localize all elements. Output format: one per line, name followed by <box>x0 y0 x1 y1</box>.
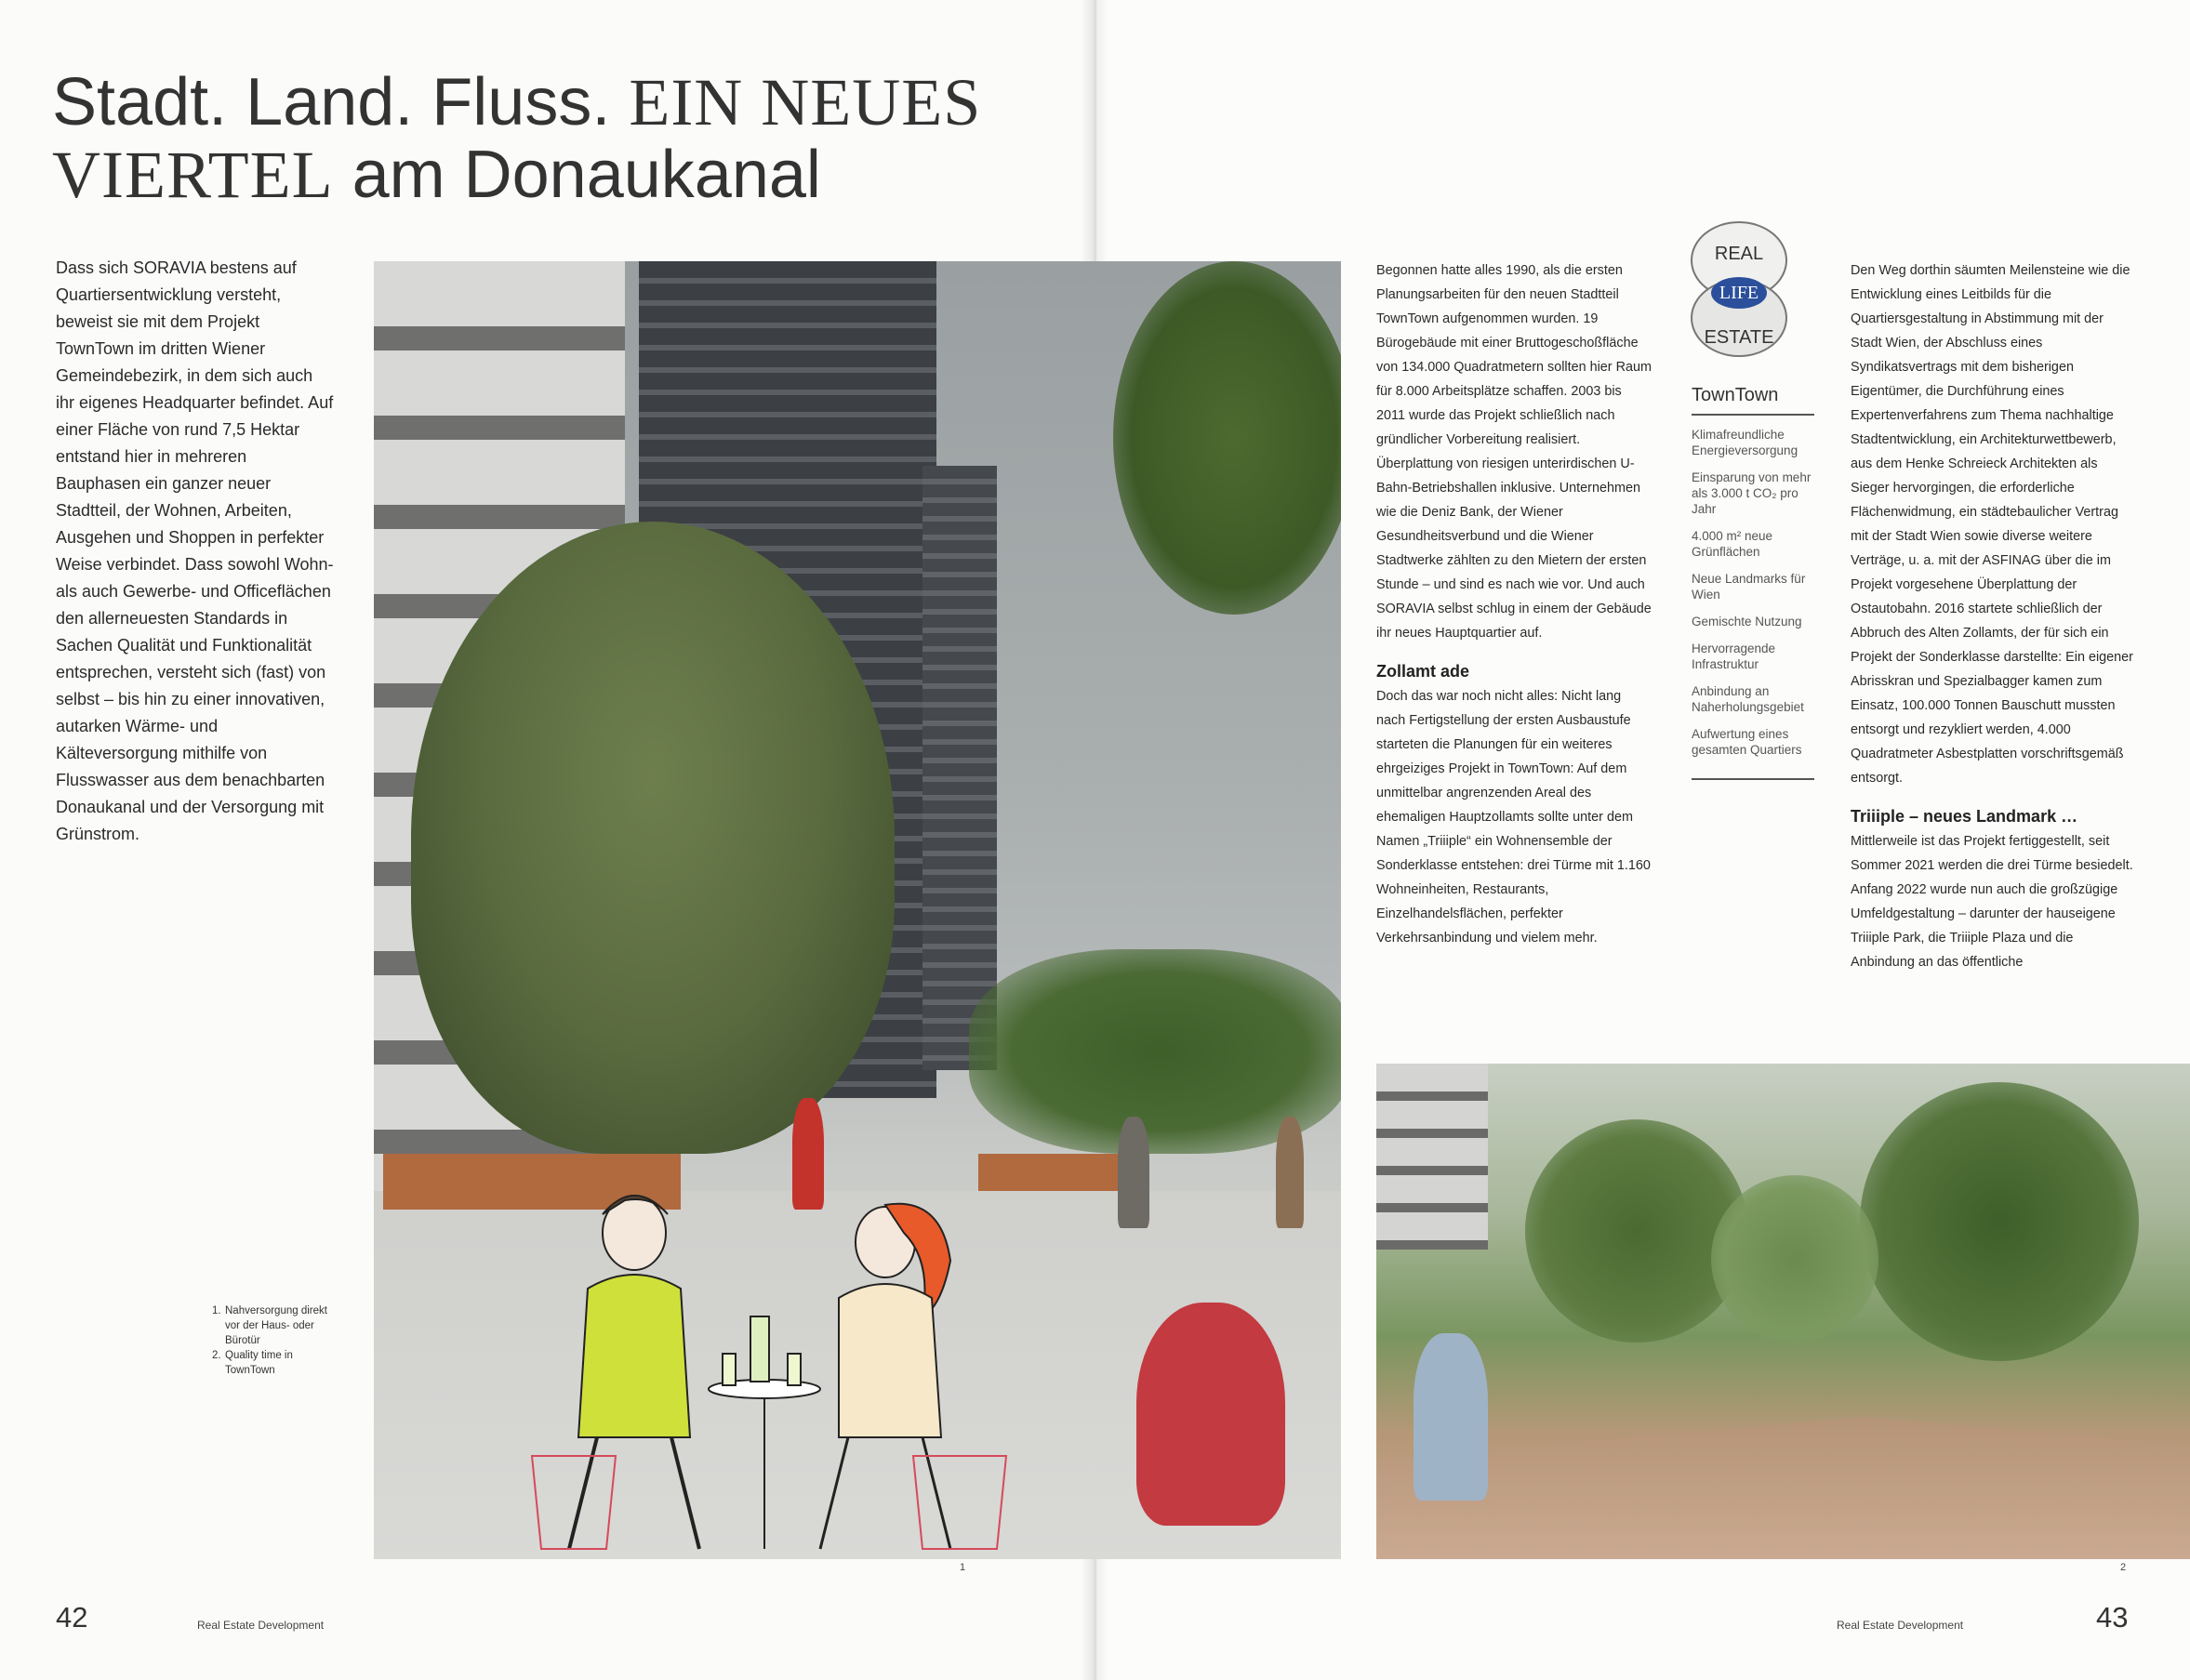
photo2-number: 2 <box>2120 1562 2127 1573</box>
fact-item: Einsparung von mehr als 3.000 t CO₂ pro Jahr <box>1692 470 1812 516</box>
photo-person <box>1118 1117 1149 1228</box>
photo-person <box>1276 1117 1304 1228</box>
photo-tree-right <box>1113 261 1341 615</box>
caption-item <box>212 1303 333 1348</box>
fact-item: Hervorragende Infrastruktur <box>1692 642 1776 671</box>
photo-tree <box>1711 1175 1878 1343</box>
fact-item: Anbindung an Naherholungsgebiet <box>1692 684 1804 714</box>
fact-item: Aufwertung eines gesamten Quartiers <box>1692 727 1802 757</box>
photo-tower-secondary <box>922 466 997 1070</box>
intro-paragraph: Dass sich SORAVIA bestens auf Quartiersentwicklung versteht, beweist sie mit dem Projekt TownTown im dritten Wiener Gemeindebezirk, in dem sich auch ihr eigenes Headquarter befindet. Auf einer Fläche von rund 7,5 Hektar entstand hier in mehreren Bauphasen ein ganzer neuer Stadtteil, der Wohnen, Arbeiten, Ausgehen und Shoppen in perfekter Weise verbindet. Dass sowohl Wohn- als auch Gewerbe- und Officeflächen den allerneuesten Standards in Sachen Qualität und Funktionalität entsprechen, versteht sich (fast) von selbst – bis hin zu einer innovativen, autarken Wärme- und Kälteversorgung mithilfe von Flusswasser aus dem benachbarten Donaukanal und der Versorgung mit Grünstrom. <box>56 258 334 843</box>
facts-list <box>1692 427 1814 780</box>
page-number-right: 43 <box>2096 1601 2129 1634</box>
photo-person-boules <box>1414 1333 1488 1501</box>
photo-triiiple-park <box>1376 1064 2190 1559</box>
headline-part1: Stadt. Land. Fluss. <box>52 65 611 139</box>
badge-top-label: REAL <box>1714 244 1764 264</box>
fact-item: 4.000 m² neue Grünflächen <box>1692 529 1773 559</box>
caption-number: 2. <box>212 1350 221 1361</box>
photo-gravel-path <box>1376 1417 2190 1559</box>
caption-text: Nahversorgung direkt vor der Haus- oder Bürotür <box>225 1305 327 1346</box>
photo-building <box>1376 1064 1488 1250</box>
towntown-facts-box <box>1692 385 1814 780</box>
fact-item: Klimafreundliche Energieversorgung <box>1692 428 1798 457</box>
column3-paragraph1: Den Weg dorthin säumten Meilensteine wie die Entwicklung eines Leitbilds für die Quartiersgestaltung in Abstimmung mit der Stadt Wien, der Abschluss eines Syndikatsvertrags mit dem bisherigen Eigentümer, die Durchführung eines Expertenverfahrens zum Thema nachhaltige Stadtentwicklung, ein Architekturwettbewerb, aus dem Henke Schreieck Architekten als Sieger hervorgingen, die erforderliche Flächenwidmung, ein städtebaulicher Vertrag mit der Stadt Wien sowie diverse weitere Verträge, u. a. mit der ASFINAG über die im Projekt vorgesehene Überplattung der Ostautobahn. 2016 startete schließlich der Abbruch des Alten Zollamts, der für sich ein Projekt der Sonderklasse darstellte: Ein eigener Abrisskran und Spezialbagger kamen zum Einsatz, 100.000 Tonnen Bauschutt mussten entsorgt und rezykliert werden, 4.000 Quadratmeter Asbestplatten vorschriftsgemäß entsorgt. <box>1851 263 2133 786</box>
badge-bottom-label: ESTATE <box>1704 327 1774 348</box>
photo-towntown-plaza <box>374 261 1341 1559</box>
column1-paragraph2: Doch das war noch nicht alles: Nicht lang nach Fertigstellung der ersten Ausbaustufe starteten die Planungen für ein weiteres ehrgeiziges Projekt in TownTown: Auf dem unmittelbar angrenzenden Areal des ehemaligen Hauptzollamts sollte unter dem Namen „Triiiple“ ein Wohnensemble der Sonderklasse entstehen: drei Türme mit 1.160 Wohneinheiten, Restaurants, Einzelhandelsflächen, perfekter Verkehrsanbindung und vielem mehr. <box>1376 689 1651 946</box>
badge-middle-label: LIFE <box>1711 277 1767 309</box>
facts-title: TownTown <box>1692 385 1814 416</box>
text-column-1 <box>1376 258 1653 950</box>
photo-child-running <box>1136 1303 1285 1526</box>
column1-heading: Zollamt ade <box>1376 662 1470 681</box>
folio-right: Real Estate Development <box>1837 1619 1964 1632</box>
photo-tree <box>1860 1082 2139 1361</box>
headline-part4: am Donaukanal <box>352 137 821 212</box>
page-headline <box>52 67 981 212</box>
fact-item: Neue Landmarks für Wien <box>1692 572 1806 602</box>
real-life-estate-badge <box>1691 221 1791 361</box>
photo-willow-tree <box>411 522 895 1154</box>
photo1-number: 1 <box>960 1562 966 1573</box>
folio-left: Real Estate Development <box>197 1619 325 1632</box>
column3-paragraph2: Mittlerweile ist das Projekt fertiggestellt, seit Sommer 2021 werden die drei Türme besiedelt. Anfang 2022 wurde nun auch die großzügige Umfeldgestaltung – darunter der hauseigene Triiiple Park, die Triiiple Plaza und die Anbindung an das öffentliche <box>1851 834 2133 970</box>
caption-number: 1. <box>212 1305 221 1316</box>
fact-item: Gemischte Nutzung <box>1692 615 1802 628</box>
column1-paragraph1: Begonnen hatte alles 1990, als die ersten Planungsarbeiten für den neuen Stadtteil TownTown aufgenommen wurden. 19 Bürogebäude mit einer Bruttogeschoßfläche von 134.000 Quadratmetern sollten hier Raum für 8.000 Arbeitsplätze schaffen. 2003 bis 2011 wurde das Projekt schließlich nach gründlicher Vorbereitung realisiert. Überplattung von riesigen unterirdischen U-Bahn-Betriebshallen inklusive. Unternehmen wie die Deniz Bank, der Wiener Gesundheitsverbund und die Wiener Stadtwerke zählten zu den Mietern der ersten Stunde – und sind es nach wie vor. Und auch SORAVIA selbst schlug in einem der Gebäude ihr neues Hauptquartier auf. <box>1376 263 1652 641</box>
caption-text: Quality time in TownTown <box>225 1350 293 1376</box>
caption-item <box>212 1348 333 1378</box>
column3-heading: Triiiple – neues Landmark … <box>1851 807 2078 826</box>
headline-part3: VIERTEL <box>52 137 334 212</box>
text-column-3 <box>1851 258 2134 974</box>
page-number-left: 42 <box>56 1601 88 1634</box>
headline-part2: EIN NEUES <box>629 65 982 139</box>
photo-captions <box>212 1303 333 1378</box>
illustration-two-women-at-table <box>513 1177 1034 1559</box>
